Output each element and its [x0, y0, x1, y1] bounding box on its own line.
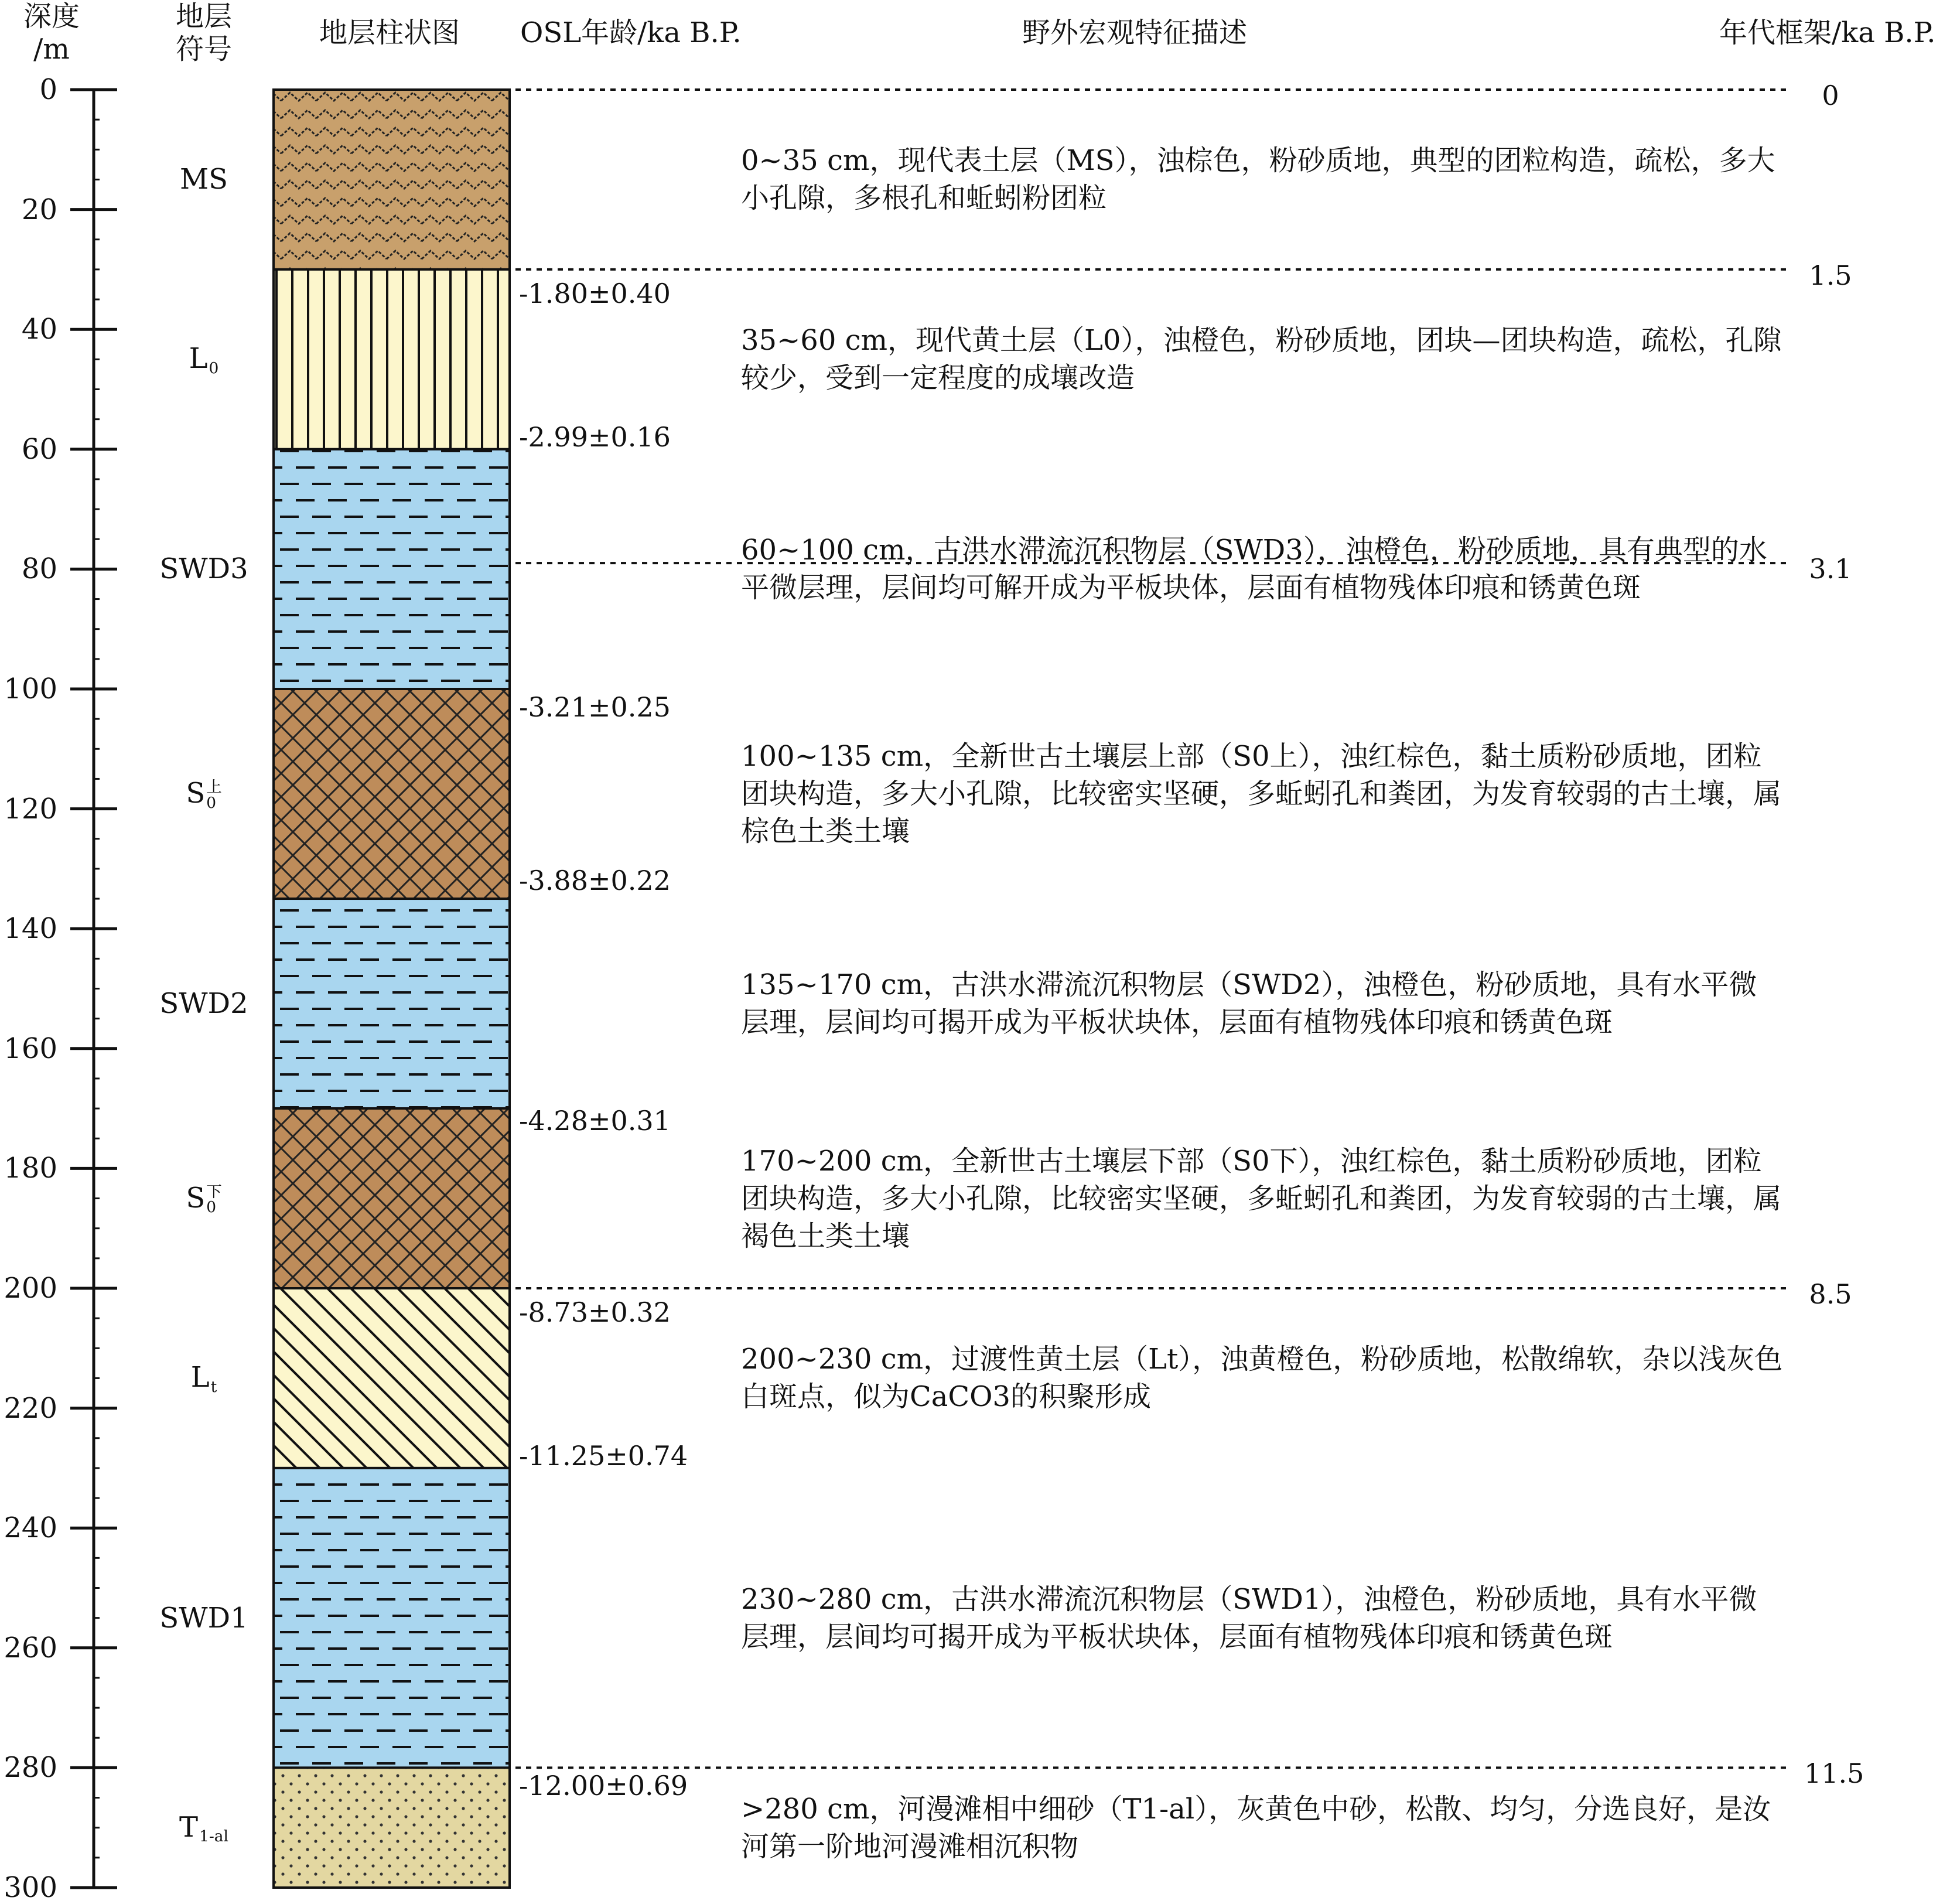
header-depth-line1: 深度: [23, 0, 80, 33]
layer-pattern-S0_lower: [274, 1108, 510, 1288]
stratum-symbol-sub: t: [210, 1377, 217, 1396]
stratum-symbol-scripts: [206, 1182, 222, 1217]
chronology-age-label: 3.1: [1809, 553, 1852, 585]
header-osl: OSL年龄/ka B.P.: [520, 16, 742, 49]
layer-description-L0: 35~60 cm，现代黄土层（L0），浊橙色，粉砂质地，团块—团块构造，疏松，孔隙较少，受到一定程度的成壤改造: [741, 324, 1782, 395]
layer-pattern-SWD2: [274, 899, 510, 1108]
stratum-symbol-SWD3: [145, 552, 262, 585]
stratum-symbol-scripts: [209, 345, 219, 376]
stratum-symbol-S0_lower: [145, 1182, 262, 1216]
stratum-symbol-scripts: [206, 780, 221, 811]
header-description: 野外宏观特征描述: [1022, 16, 1248, 49]
osl-age-label: -3.21±0.25: [519, 691, 671, 723]
layer-description-T1al: >280 cm，河漫滩相中细砂（T1-al），灰黄色中砂，松散、均匀，分选良好，是汝河第一阶地河漫滩相沉积物: [741, 1792, 1771, 1863]
osl-age-label: -2.99±0.16: [519, 421, 671, 453]
depth-label: 300: [4, 1871, 57, 1904]
stratum-symbol-scripts: [199, 1814, 228, 1845]
layer-pattern-Lt: [274, 1288, 510, 1468]
layer-description-SWD3: 60~100 cm，古洪水滞流沉积物层（SWD3），浊橙色，粉砂质地，具有典型的水平微层理，层间均可解开成为平板块体，层面有植物残体印痕和锈黄色斑: [741, 534, 1767, 605]
stratum-symbol-base: S: [186, 777, 206, 810]
depth-label: 220: [4, 1391, 57, 1425]
depth-label: 260: [4, 1631, 57, 1664]
depth-label: 80: [21, 552, 57, 586]
stratum-symbol-base: SWD1: [159, 1601, 248, 1635]
stratum-symbol-L0: [145, 342, 262, 376]
depth-label: 200: [4, 1272, 57, 1305]
depth-label: 180: [4, 1152, 57, 1185]
osl-age-label: -12.00±0.69: [519, 1770, 688, 1802]
header-depth-line2: /m: [33, 33, 70, 66]
stratum-symbol-sub: 1-al: [199, 1827, 228, 1846]
stratum-symbol-base: L: [189, 342, 208, 376]
layer-description-S0_lower: 170~200 cm，全新世古土壤层下部（S0下），浊红棕色，黏土质粉砂质地，团粒团块构造，多大小孔隙，比较密实坚硬，多蚯蚓孔和粪团，为发育较弱的古土壤，属褐色土类土壤: [741, 1144, 1782, 1253]
layer-description-S0_upper: 100~135 cm，全新世古土壤层上部（S0上），浊红棕色，黏土质粉砂质地，团粒团块构造，多大小孔隙，比较密实坚硬，多蚯蚓孔和粪团，为发育较弱的古土壤，属棕色土类土壤: [741, 740, 1782, 848]
stratum-symbol-base: L: [190, 1361, 210, 1394]
layer-description-Lt: 200~230 cm，过渡性黄土层（Lt），浊黄橙色，粉砂质地，松散绵软，杂以浅灰色白斑点，似为CaCO3的积聚形成: [741, 1343, 1783, 1414]
stratum-symbol-Lt: [145, 1361, 262, 1395]
depth-label: 280: [4, 1751, 57, 1784]
layer-pattern-SWD3: [274, 449, 510, 689]
stratum-symbol-sup: 上: [206, 778, 222, 797]
depth-label: 160: [4, 1032, 57, 1065]
layer-pattern-T1al: [274, 1767, 510, 1888]
stratum-symbol-base: SWD3: [159, 552, 248, 586]
stratum-symbol-MS: [145, 163, 262, 196]
chronology-age-label: 0: [1822, 80, 1839, 111]
stratum-symbol-sup: [199, 1814, 228, 1829]
header-column: 地层柱状图: [319, 16, 460, 49]
header-chronology: 年代框架/ka B.P.: [1719, 16, 1936, 49]
stratum-symbol-SWD1: [145, 1602, 262, 1635]
layer-description-SWD2: 135~170 cm，古洪水滞流沉积物层（SWD2），浊橙色，粉砂质地，具有水平微层理，层间均可揭开成为平板状块体，层面有植物残体印痕和锈黄色斑: [741, 968, 1757, 1039]
layer-description-SWD1: 230~280 cm，古洪水滞流沉积物层（SWD1），浊橙色，粉砂质地，具有水平微层理，层间均可揭开成为平板状块体，层面有植物残体印痕和锈黄色斑: [741, 1582, 1757, 1653]
depth-label: 0: [39, 73, 57, 106]
stratum-symbol-sup: 下: [206, 1182, 222, 1201]
depth-label: 60: [21, 432, 57, 466]
layer-pattern-L0: [274, 269, 510, 449]
chronology-age-label: 11.5: [1804, 1758, 1864, 1790]
header-symbol-line2: 符号: [175, 33, 232, 66]
stratum-symbol-sub: 0: [206, 793, 217, 812]
stratum-symbol-T1al: [145, 1811, 262, 1845]
stratum-symbol-base: S: [186, 1181, 206, 1214]
stratum-symbol-scripts: [211, 1364, 217, 1395]
header-symbol-line1: 地层: [175, 0, 232, 33]
stratum-symbol-S0_upper: [145, 777, 262, 811]
stratum-symbol-base: SWD2: [159, 987, 248, 1021]
osl-age-label: -3.88±0.22: [519, 865, 671, 897]
stratum-symbol-sup: [211, 1364, 217, 1380]
osl-age-label: -4.28±0.31: [519, 1104, 671, 1137]
stratum-symbol-base: T: [179, 1810, 199, 1844]
osl-age-label: -11.25±0.74: [519, 1440, 688, 1472]
stratum-symbol-SWD2: [145, 987, 262, 1020]
stratum-symbol-base: MS: [179, 163, 228, 196]
depth-label: 100: [4, 673, 57, 705]
layer-pattern-MS: [274, 90, 510, 269]
depth-label: 40: [21, 313, 57, 346]
layer-description-MS: 0~35 cm，现代表土层（MS），浊棕色，粉砂质地，典型的团粒构造，疏松，多大小孔隙，多根孔和蚯蚓粉团粒: [741, 144, 1775, 215]
chronology-age-label: 1.5: [1809, 259, 1852, 291]
depth-label: 20: [21, 193, 57, 226]
depth-label: 120: [4, 792, 57, 825]
stratum-symbol-sub: 0: [206, 1198, 217, 1217]
layer-pattern-S0_upper: [274, 689, 510, 899]
osl-age-label: -1.80±0.40: [519, 277, 671, 309]
stratum-symbol-sup: [209, 345, 219, 360]
layer-pattern-SWD1: [274, 1468, 510, 1768]
depth-label: 140: [4, 912, 57, 946]
stratum-symbol-sub: 0: [209, 359, 219, 377]
depth-label: 240: [4, 1511, 57, 1545]
osl-age-label: -8.73±0.32: [519, 1296, 671, 1328]
chronology-age-label: 8.5: [1809, 1278, 1852, 1310]
